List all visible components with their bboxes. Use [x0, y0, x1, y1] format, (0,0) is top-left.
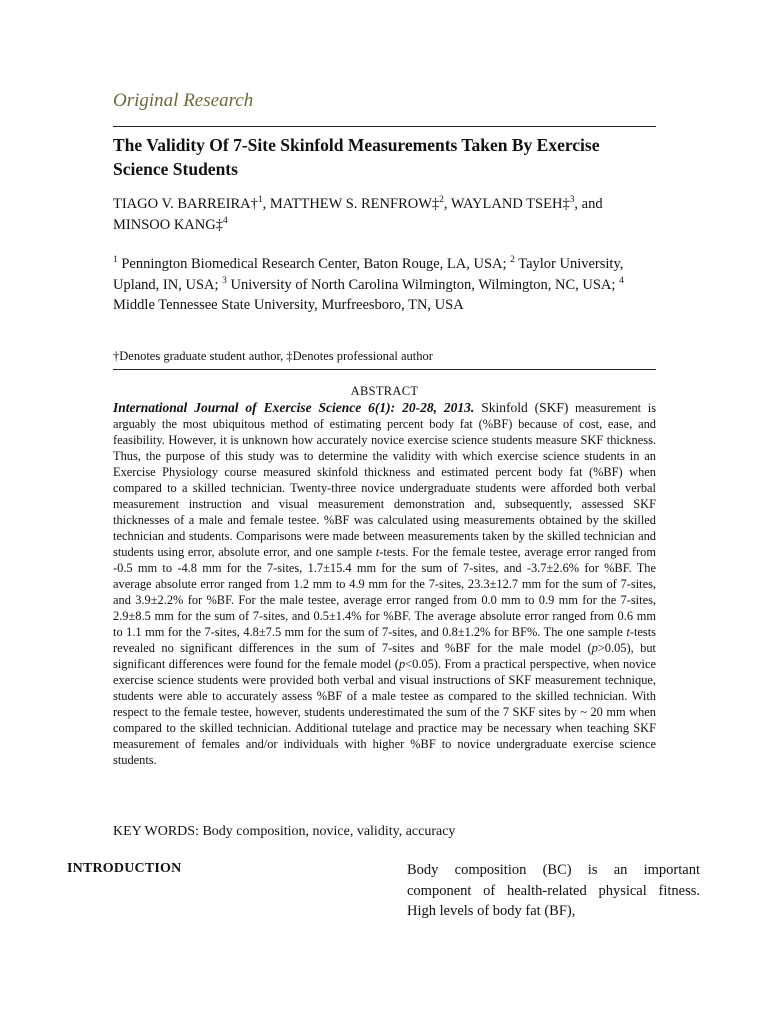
- abstract-lead: Skinfold (SKF): [474, 400, 569, 415]
- author-name: MINSOO KANG: [113, 216, 216, 233]
- author-separator: , and: [574, 196, 603, 212]
- author-role-mark: ‡: [431, 196, 440, 212]
- divider-top: [113, 126, 656, 127]
- abstract-text: measurement is arguably the most ubiquitous method of estimating percent body fat (%BF) because of cost, ease, and feasibility. However, it is unknown how accurately novice exercise science students measure SKF thickness. Thus, the purpose of this study was to determine the validity with which exercise science students in an Exercise Physiology course measured skinfold thickness and estimated percent body fat (%BF) when compared to a skilled technician. Twenty-three novice undergraduate students were afforded both verbal measurement instruction and visual measurement demonstration and, subsequently, assessed SKF thicknesses of a male and female testee. %BF was calculated using measurements obtained by the skilled technician and students. Comparisons were made between measurements taken by the skilled technician and students using error, absolute error, and one sample: [113, 401, 657, 559]
- abstract-body: [113, 400, 656, 768]
- affiliations: [113, 254, 656, 316]
- affil-number: 3: [222, 275, 227, 286]
- section-label: Original Research: [113, 90, 254, 111]
- author-affil-number: 3: [569, 195, 575, 206]
- divider-bottom: [113, 369, 656, 370]
- abstract-italic: t: [626, 625, 630, 639]
- affil-number: 2: [510, 255, 515, 266]
- affil-text: Pennington Biomedical Research Center, Baton Rouge, LA, USA;: [117, 256, 511, 272]
- author-affil-number: 4: [222, 215, 228, 226]
- affil-text: Taylor University, Upland, IN, USA;: [113, 256, 624, 293]
- abstract-heading: ABSTRACT: [350, 384, 419, 398]
- affil-number: 4: [619, 275, 624, 286]
- paper-title: The Validity Of 7-Site Skinfold Measurements Taken By Exercise Science Students: [113, 135, 600, 179]
- journal-citation: International Journal of Exercise Science 6(1): 20-28, 2013.: [113, 400, 475, 415]
- author-role-mark: ‡: [215, 216, 223, 233]
- abstract-text: >0.05), but significant differences were found for the female model (: [113, 641, 657, 671]
- author-note: †Denotes graduate student author, ‡Denotes professional author: [113, 349, 433, 363]
- abstract-italic: p: [398, 657, 406, 671]
- abstract-italic: p: [591, 641, 598, 655]
- abstract-text: <0.05). From a practical perspective, when novice exercise science students were provided both verbal and visual instructions of SKF measurement technique, students were able to accurately assess %BF of a male testee as compared to the skilled technician. With respect to the female testee, however, students underestimated the sum of the 7 SKF sites by ~ 20 mm when compared to the skilled technician. Additional tutelage and practice may be necessary when teaching SKF measurement of females and/or individuals with higher %BF to novice undergraduate exercise science students.: [113, 657, 657, 767]
- author-list: [113, 194, 656, 235]
- abstract-text: -tests revealed no significant differences in the sum of 7-sites and %BF for the male model (: [113, 625, 656, 655]
- introduction-heading: INTRODUCTION: [67, 861, 182, 876]
- author-name: MATTHEW S. RENFROW: [269, 196, 432, 212]
- author-name: WAYLAND TSEH: [450, 196, 563, 212]
- abstract-text: -tests. For the female testee, average error ranged from -0.5 mm to -4.8 mm for the 7-sites, 1.7±15.4 mm for the sum of 7-sites, and -3.7±2.6% for %BF. The average absolute error ranged from 1.2 mm to 4.9 mm for the 7-sites, 23.3±12.7 mm for the sum of 7-sites, and 3.9±2.2% for %BF. For the male testee, average error ranged from 0.0 mm to 0.9 mm for the 7-sites, 2.9±8.5 mm for the sum of 7-sites, and 0.5±1.4% for %BF. The average absolute error ranged from 0.6 mm to 1.1 mm for the 7-sites, 4.8±7.5 mm for the sum of 7-sites, and 0.8±1.2% for BF%. The one sample: [113, 545, 656, 639]
- author-role-mark: ‡: [562, 196, 570, 212]
- author-separator: ,: [443, 196, 451, 212]
- author-affil-number: 2: [439, 195, 444, 206]
- affil-number: 1: [113, 255, 118, 266]
- author-separator: ,: [262, 196, 270, 212]
- author-affil-number: 1: [257, 195, 263, 206]
- introduction-text: Body composition (BC) is an important component of health-related physical fitness. High levels of body fat (BF),: [407, 862, 700, 919]
- affil-text: University of North Carolina Wilmington, Wilmington, NC, USA;: [226, 276, 620, 293]
- affil-text: Middle Tennessee State University, Murfreesboro, TN, USA: [113, 297, 464, 313]
- abstract-italic: t: [375, 545, 380, 559]
- author-name: TIAGO V. BARREIRA: [113, 196, 251, 212]
- author-role-mark: †: [250, 196, 258, 212]
- keywords: KEY WORDS: Body composition, novice, validity, accuracy: [113, 824, 456, 839]
